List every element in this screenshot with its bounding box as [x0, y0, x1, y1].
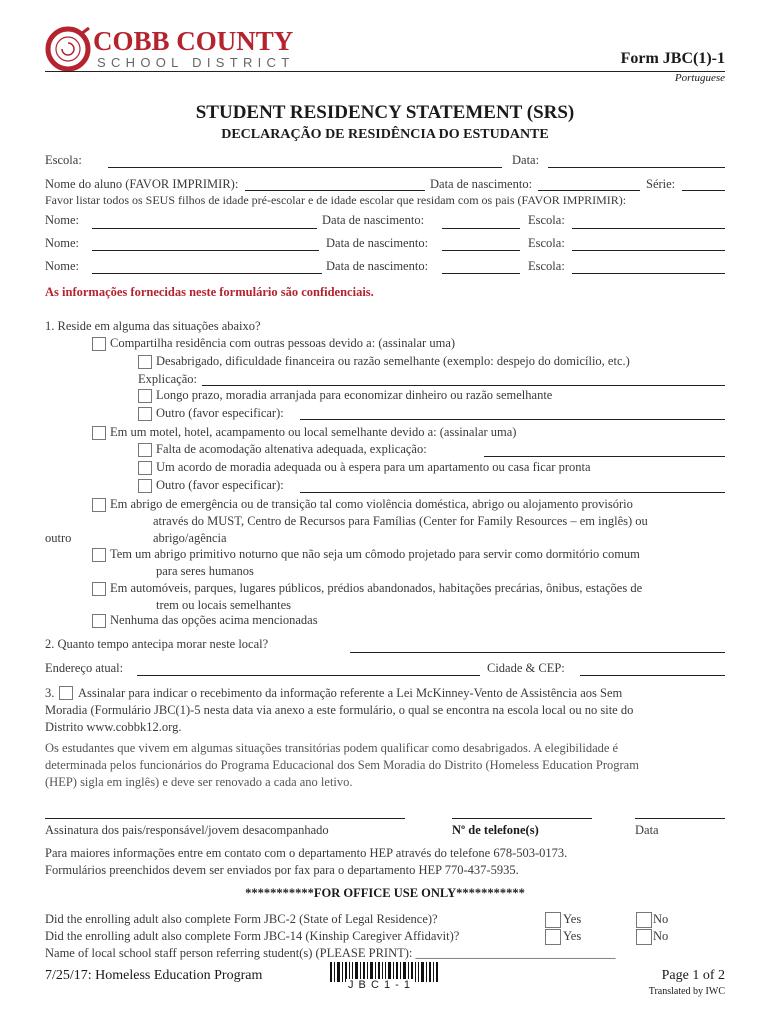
- share-residence-label: Compartilha residência com outras pessoas devido a: (assinalar uma): [110, 336, 456, 350]
- student-birth-label: Data de nascimento:: [430, 177, 533, 191]
- phone-label: Nº de telefone(s): [452, 823, 539, 837]
- sibling-name-label: Nome:: [45, 259, 80, 273]
- primitive-shelter-checkbox[interactable]: [92, 548, 106, 562]
- jbc2-yes-checkbox[interactable]: [545, 912, 561, 928]
- cobb-seal-icon: [45, 26, 93, 72]
- long-term-label: Longo prazo, moradia arranjada para economizar dinheiro ou razão semelhante: [156, 388, 553, 402]
- list-instruction: Favor listar todos os SEUS filhos de idade pré-escolar e de idade escolar que residam com os pais (FAVOR IMPRIMIR):: [45, 193, 627, 207]
- receipt-checkbox[interactable]: [59, 686, 73, 700]
- contact-line2: Formulários preenchidos devem ser enviados por fax para o departamento HEP 770-437-5935.: [45, 863, 519, 877]
- jbc14-yes-label: Yes: [563, 929, 582, 943]
- other-share-label: Outro (favor especificar):: [156, 406, 284, 420]
- explanation-label: Explicação:: [138, 372, 197, 386]
- shelter-label-line1: Em abrigo de emergência ou de transição tal como violência doméstica, abrigo ou alojamento provisório: [110, 497, 633, 511]
- motel-checkbox[interactable]: [92, 426, 106, 440]
- sibling-name-field[interactable]: [92, 273, 322, 274]
- cars-public-places-label-line1: Em automóveis, parques, lugares públicos, prédios abandonados, habitações precárias, ônibus, estações de: [110, 581, 643, 595]
- eligibility-line3: (HEP) sigla em inglês) e deve ser renovado a cada ano letivo.: [45, 775, 353, 789]
- jbc14-no-checkbox[interactable]: [636, 929, 652, 945]
- logo-subtitle: SCHOOL DISTRICT: [97, 55, 295, 70]
- jbc14-question: Did the enrolling adult also complete Form JBC-14 (Kinship Caregiver Affidavit)?: [45, 929, 460, 943]
- footer-left: 7/25/17: Homeless Education Program: [45, 968, 263, 983]
- other-motel-field[interactable]: [300, 492, 725, 493]
- contact-line1: Para maiores informações entre em contato com o departamento HEP através do telefone 678-503-0173.: [45, 846, 568, 860]
- cars-public-places-label-line2: trem ou locais semelhantes: [156, 598, 292, 612]
- eligibility-line1: Os estudantes que vivem em algumas situações transitórias podem qualificar como desabrigados. A elegibilidade é: [45, 741, 619, 755]
- signature-date-label: Data: [635, 823, 659, 837]
- jbc14-no-label: No: [653, 929, 669, 943]
- question-3-line1: Assinalar para indicar o recebimento da informação referente a Lei McKinney-Vento de Assistência aos Sem: [78, 686, 623, 700]
- signature-field[interactable]: [45, 818, 405, 819]
- shelter-label-line2: através do MUST, Centro de Recursos para Famílias (Center for Family Resources – em inglês) ou: [153, 514, 648, 528]
- housing-agreement-checkbox[interactable]: [138, 461, 152, 475]
- translated-by: Translated by IWC: [648, 986, 725, 997]
- shelter-label-line3: abrigo/agência: [153, 531, 227, 545]
- shelter-checkbox[interactable]: [92, 498, 106, 512]
- sibling-school-field[interactable]: [572, 228, 725, 229]
- homeless-label: Desabrigado, dificuldade financeira ou razão semelhante (exemplo: despejo do domicílio, etc.): [156, 354, 630, 368]
- sibling-birth-label: Data de nascimento:: [326, 259, 429, 273]
- question-1: 1. Reside em alguma das situações abaixo?: [45, 319, 261, 333]
- lack-accommodation-field[interactable]: [484, 456, 725, 457]
- sibling-name-field[interactable]: [92, 228, 317, 229]
- sibling-birth-field[interactable]: [442, 273, 520, 274]
- primitive-shelter-label-line1: Tem um abrigo primitivo noturno que não seja um cômodo projetado para servir como dormitório comum: [110, 547, 640, 561]
- cars-public-places-checkbox[interactable]: [92, 582, 106, 596]
- student-birth-field[interactable]: [538, 190, 640, 191]
- city-zip-field[interactable]: [580, 675, 725, 676]
- logo-name: COBB COUNTY: [93, 26, 294, 56]
- signature-date-field[interactable]: [635, 818, 725, 819]
- staff-name-line: Name of local school staff person referring student(s) (PLEASE PRINT): ________________________________: [45, 946, 616, 960]
- lack-accommodation-label: Falta de acomodação altenativa adequada, explicação:: [156, 442, 427, 456]
- other-share-field[interactable]: [300, 419, 725, 420]
- office-use-heading: ***********FOR OFFICE USE ONLY***********: [245, 886, 525, 900]
- jbc2-no-checkbox[interactable]: [636, 912, 652, 928]
- sibling-name-label: Nome:: [45, 236, 80, 250]
- long-term-checkbox[interactable]: [138, 389, 152, 403]
- phone-field[interactable]: [452, 818, 592, 819]
- sibling-school-label: Escola:: [528, 236, 565, 250]
- sibling-birth-label: Data de nascimento:: [326, 236, 429, 250]
- sibling-school-label: Escola:: [528, 213, 565, 227]
- barcode-text: J B C 1 - 1: [348, 979, 411, 991]
- address-field[interactable]: [137, 675, 480, 676]
- sibling-birth-field[interactable]: [442, 228, 520, 229]
- header-rule: [45, 71, 725, 72]
- confidential-notice: As informações fornecidas neste formulário são confidenciais.: [45, 285, 374, 299]
- question-3-line3: Distrito www.cobbk12.org.: [45, 720, 182, 734]
- eligibility-line2: determinada pelos funcionários do Programa Educacional dos Sem Moradia do Distrito (Homeless Education Program: [45, 758, 639, 772]
- sibling-name-field[interactable]: [92, 250, 319, 251]
- sibling-school-label: Escola:: [528, 259, 565, 273]
- date-label: Data:: [512, 153, 540, 167]
- jbc2-yes-label: Yes: [563, 912, 582, 926]
- date-field[interactable]: [548, 167, 725, 168]
- form-id: Form JBC(1)-1: [620, 50, 725, 67]
- motel-label: Em um motel, hotel, acampamento ou local semelhante devido a: (assinalar uma): [110, 425, 517, 439]
- other-share-checkbox[interactable]: [138, 407, 152, 421]
- school-label: Escola:: [45, 153, 82, 167]
- address-label: Endereço atual:: [45, 661, 124, 675]
- grade-label: Série:: [646, 177, 676, 191]
- page-title: STUDENT RESIDENCY STATEMENT (SRS): [195, 102, 575, 123]
- explanation-field[interactable]: [202, 385, 725, 386]
- housing-agreement-label: Um acordo de moradia adequada ou à espera para um apartamento ou casa ficar pronta: [156, 460, 591, 474]
- student-name-field[interactable]: [245, 190, 425, 191]
- question-3-number: 3.: [45, 686, 55, 700]
- city-zip-label: Cidade & CEP:: [487, 661, 565, 675]
- barcode: [330, 962, 438, 992]
- lack-accommodation-checkbox[interactable]: [138, 443, 152, 457]
- stay-duration-field[interactable]: [350, 652, 725, 653]
- other-motel-label: Outro (favor especificar):: [156, 478, 284, 492]
- primitive-shelter-label-line2: para seres humanos: [156, 564, 254, 578]
- none-checkbox[interactable]: [92, 614, 106, 628]
- sibling-school-field[interactable]: [572, 250, 725, 251]
- sibling-birth-label: Data de nascimento:: [322, 213, 425, 227]
- language-label: Portuguese: [674, 72, 725, 84]
- page-number: Page 1 of 2: [661, 968, 725, 983]
- sibling-birth-field[interactable]: [442, 250, 520, 251]
- homeless-checkbox[interactable]: [138, 355, 152, 369]
- page-subtitle: DECLARAÇÃO DE RESIDÊNCIA DO ESTUDANTE: [221, 127, 549, 142]
- share-residence-checkbox[interactable]: [92, 337, 106, 351]
- jbc14-yes-checkbox[interactable]: [545, 929, 561, 945]
- none-label: Nenhuma das opções acima mencionadas: [110, 613, 318, 627]
- other-motel-checkbox[interactable]: [138, 479, 152, 493]
- grade-field[interactable]: [682, 190, 725, 191]
- question-3-line2: Moradia (Formulário JBC(1)-5 nesta data via anexo a este formulário, o qual se encontra na escola local ou no site do: [45, 703, 634, 717]
- sibling-school-field[interactable]: [572, 273, 725, 274]
- sibling-name-label: Nome:: [45, 213, 80, 227]
- school-field[interactable]: [108, 167, 502, 168]
- jbc2-question: Did the enrolling adult also complete Form JBC-2 (State of Legal Residence)?: [45, 912, 438, 926]
- outro-label: outro: [45, 531, 72, 545]
- jbc2-no-label: No: [653, 912, 669, 926]
- question-2: 2. Quanto tempo antecipa morar neste local?: [45, 637, 269, 651]
- signature-label: Assinatura dos pais/responsável/jovem desacompanhado: [45, 823, 329, 837]
- student-name-label: Nome do aluno (FAVOR IMPRIMIR):: [45, 177, 239, 191]
- logo: [45, 24, 295, 74]
